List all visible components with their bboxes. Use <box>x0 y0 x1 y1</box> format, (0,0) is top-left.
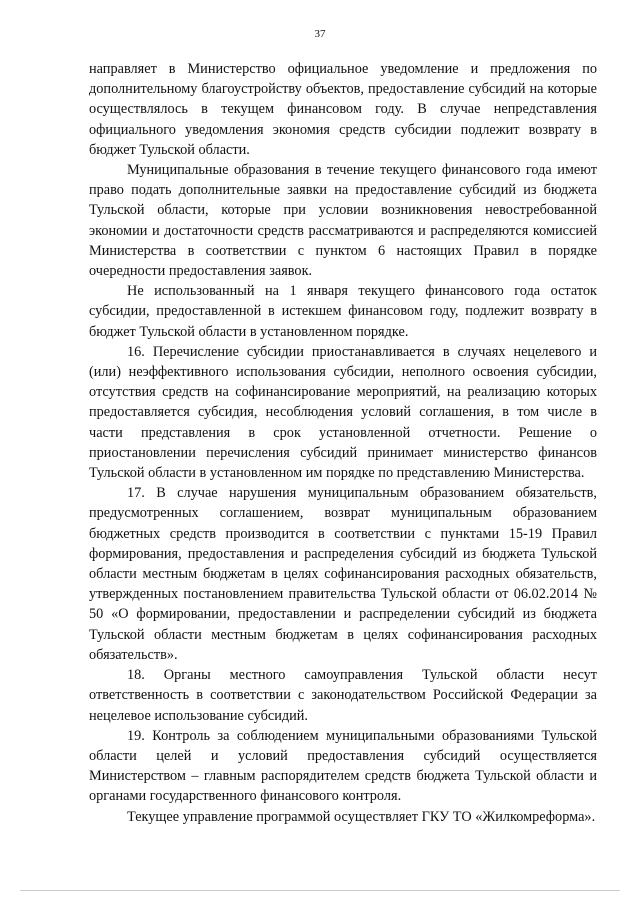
paragraph-unused-balance: Не использованный на 1 января текущего финансового года остаток субсидии, предоставленной в истекшем финансовом году, подлежит возврату в бюджет Тульской области в установленном порядке. <box>89 283 597 340</box>
paragraph-continuation: направляет в Министерство официальное уведомление и предложения по дополнительному благоустройству объектов, предоставление субсидий на которые осуществлялось в текущем финансовом году. В случае непредставления официального уведомления экономия средств субсидии подлежит возврату в бюджет Тульской области. <box>89 61 597 158</box>
paragraph-clause-17: 17. В случае нарушения муниципальным образованием обязательств, предусмотренных соглашением, возврат муниципальным образованием бюджетных средств производится в соответствии с пунктами 15-19 Правил формирования, предоставления и распределения субсидий из бюджета Тульской области местным бюджетам в целях софинансирования расходных обязательств, утвержденных постановлением правительства Тульской области от 06.02.2014 № 50 «О формировании, предоставлении и распределении субсидий из бюджета Тульской области местным бюджетам в целях софинансирования расходных обязательств». <box>89 485 597 663</box>
scan-artifact-bottom <box>20 890 620 891</box>
page-number: 37 <box>314 28 326 40</box>
paragraph-program-management: Текущее управление программой осуществляет ГКУ ТО «Жилкомреформа». <box>127 808 596 825</box>
paragraph-clause-18: 18. Органы местного самоуправления Тульской области несут ответственность в соответствии с законодательством Российской Федерации за нецелевое использование субсидий. <box>89 667 597 724</box>
paragraph-clause-16: 16. Перечисление субсидии приостанавливается в случаях нецелевого и (или) неэффективного использования субсидии, неполного освоения субсидии, отсутствия средств на софинансирование мероприятий, на реализацию которых предоставляется субсидия, несоблюдения условий соглашения, в том числе в части представления в срок установленной отчетности. Решение о приостановлении перечисления субсидий принимает министерство финансов Тульской области в установленном им порядке по представлению Министерства. <box>89 343 597 482</box>
paragraph-clause-19: 19. Контроль за соблюдением муниципальными образованиями Тульской области целей и условий предоставления субсидий осуществляется Министерством – главным распорядителем средств бюджета Тульской области и органами государственного финансового контроля. <box>89 727 597 805</box>
document-body <box>89 59 597 827</box>
paragraph-additional-applications: Муниципальные образования в течение текущего финансового года имеют право подать дополнительные заявки на предоставление субсидий из бюджета Тульской области, которые при условии возникновения невостребованной экономии и достаточности средств рассматриваются и распределяются комиссией Министерства в соответствии с пунктом 6 настоящих Правил в порядке очередности предоставления заявок. <box>89 162 597 280</box>
